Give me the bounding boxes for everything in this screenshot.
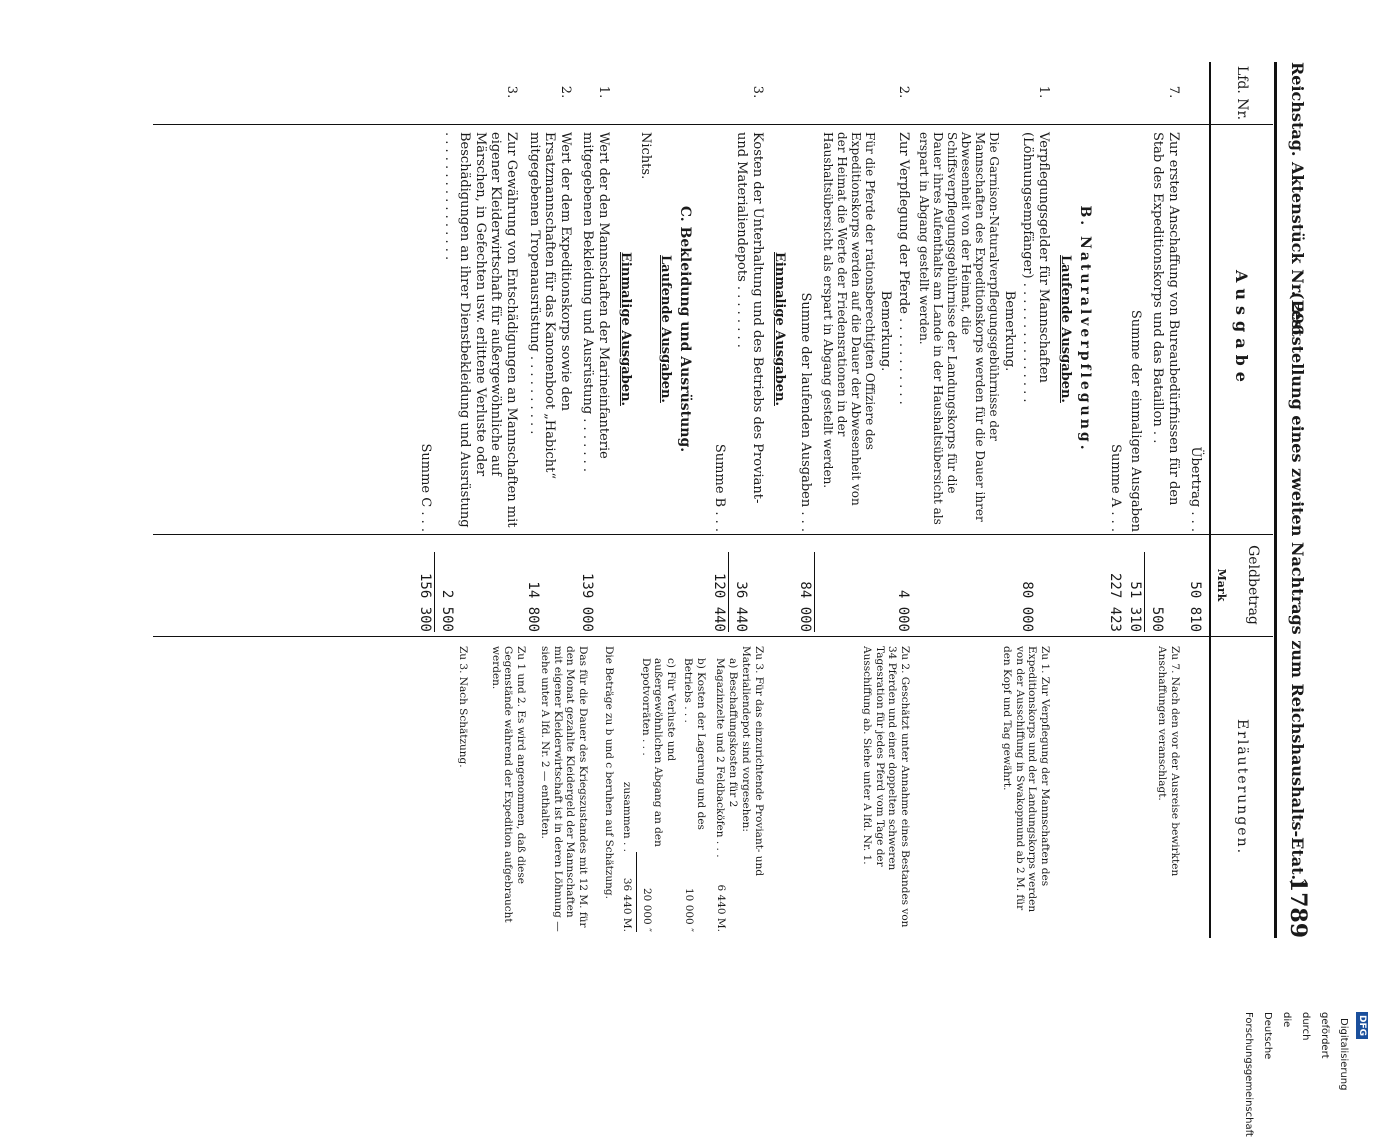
sum-rule [814, 552, 815, 632]
note-c12: Zu 1 und 2. Es wird angenommen, daß diese Gegenstände während der Expedition aufgebraucht werden. [490, 646, 527, 923]
row-amount: 4 000 [895, 589, 911, 632]
sum-b-amount: 120 440 [711, 572, 727, 632]
note-b1: Zu 1. Zur Verpflegung der Mannschaften des Expeditionskorps und der Landungskorps werden von der Ausschiffung in Swakopmund ab 2 M. für den Kopf und Tag gewährt. [1001, 646, 1051, 913]
page-header [1279, 62, 1313, 938]
footer-text: Digitalisierung gefördert durch die Deutsche Forschungsgemeinschaft [1243, 1012, 1349, 1137]
row-amount: 80 000 [1019, 581, 1035, 632]
col-header-geldbetrag: Geldbetrag [1245, 545, 1261, 625]
remark-text: Die Garnison-Naturalverpflegungsgebührnisse der Mannschaften des Expeditionskorps werden für die Dauer ihrer Abwesenheit von der Heimat, die Schiffsverpflegungsgebührnisse der Landungskorps für die Dauer ihres Aufenthalts am Lande in der Haushaltsübersicht als erspart in Abgang gestellt werden. [917, 132, 1001, 525]
sum-rule [1144, 552, 1145, 632]
row-number: 2. [896, 85, 911, 99]
row-amount: 36 440 [733, 581, 749, 632]
note-b3-c: c) Für Verluste und außergewöhnlichen Abgang an den Depotvorräten . . . [640, 658, 677, 847]
note-b3-b-amount: 10 000 ″ [683, 888, 695, 932]
row-text: Kosten der Unterhaltung und des Betriebs des Proviant- und Materialiendepots . . . . . . . . [734, 132, 765, 504]
row-text: Zur Gewährung von Entschädigungen an Mannschaften mit eigener Kleiderwirtschaft für außergewöhnliche auf Märschen, in Gefechten usw. erlittene Verluste oder Beschädigungen an ihrer Dienstbekleidung und Ausrüstung . . . . . . . . . . . . . . . . [442, 132, 519, 528]
document-page [98, 62, 1313, 938]
note-b3-a-amount: 6 440 M. [715, 884, 727, 932]
uebertrag-amount: 50 810 [1187, 581, 1203, 632]
row-text: Wert der dem Expeditionskorps sowie den Ersatzmannschaften für das Kanonenboot „Habicht“ mitgegebenen Tropenausrüstung . . . . . . . . . . [527, 132, 573, 479]
page-number: 1789 [1285, 876, 1311, 938]
section-c-title: C. Bekleidung und Ausrüstung. [677, 205, 693, 453]
budget-table [173, 62, 1273, 938]
col-header-ausgabe: Ausgabe [1232, 270, 1252, 388]
sum-rule [728, 552, 729, 632]
row-number: 2. [558, 85, 573, 99]
section-b-once: Einmalige Ausgaben. [772, 252, 787, 406]
row-amount: 2 500 [439, 589, 455, 632]
note-c-head: Das für die Dauer des Kriegszustandes mit 12 M. für den Monat gezahlte Kleidergeld der Mannschaften mit eigener Kleiderwirtschaft ist in deren Löhnung — siehe unter A lfd. Nr. 2 — enthalten. [539, 646, 589, 932]
remark-text: Für die Pferde der rationsberechtigten Offiziere des Expeditionskorps werden auf die Dauer der Abwesenheit von der Heimat die Werte der Friedensrationen in der Haushaltsübersicht als erspart in Abgang gestellt werden. [821, 132, 877, 506]
col-header-no: Lfd. Nr. [1234, 65, 1250, 121]
dfg-logo: DFG [1356, 1012, 1368, 1039]
row-number: 7. [1166, 85, 1181, 99]
col-divider [153, 124, 1273, 125]
sum-laufend-amount: 84 000 [797, 581, 813, 632]
note-7: Zu 7. Nach den vor der Ausreise bewirkten Anschaffungen veranschlagt. [1156, 646, 1181, 877]
section-b-title: B. Naturalverpflegung. [1077, 205, 1093, 453]
sum-c-label: Summe C . . . [418, 443, 433, 532]
note-b3-sum-amount: 36 440 M. [621, 877, 633, 932]
note-b3-head: Zu 3. Für das einzurichtende Proviant- und Materialiendepot sind vorgesehen: [740, 646, 765, 877]
row-number: 3. [750, 85, 765, 99]
row-amount: 14 800 [525, 581, 541, 632]
header-left: Reichstag. Aktenstück Nr. 296 [1288, 62, 1307, 336]
section-b-subtitle: Laufende Ausgaben. [1058, 255, 1073, 403]
note-b3-sum: zusammen . . [621, 781, 633, 852]
note-c3: Zu 3. Nach Schätzung. [457, 646, 469, 768]
col-divider [153, 636, 1273, 637]
row-text: Zur ersten Anschaffung von Bureaubedürfnissen für den Stab des Expeditionskorps und das Bataillon . . [1150, 132, 1181, 506]
row-amount: 139 000 [579, 572, 595, 632]
header-middle: (Feststellung eines zweiten Nachtrags zum Reichshaushalts-Etat.) [1288, 292, 1307, 888]
col-header-mark: Mark [1215, 568, 1229, 602]
sum-once-label: Summe der einmaligen Ausgaben [1128, 309, 1143, 532]
section-c-once: Einmalige Ausgaben. [618, 252, 633, 406]
sum-b-label: Summe B . . . [712, 443, 727, 532]
remark-title: Bemerkung. [1002, 290, 1017, 372]
sum-a-label: Summe A . . . [1108, 444, 1123, 532]
sum-a-amount: 227 423 [1107, 572, 1123, 632]
remark-title: Bemerkung. [878, 290, 893, 372]
row-number: 3. [504, 85, 519, 99]
sum-laufend-label: Summe der laufenden Ausgaben . . . [798, 292, 813, 532]
footer-credit [375, 1012, 1375, 1137]
row-number: 1. [596, 85, 611, 99]
row-number: 1. [1036, 85, 1051, 99]
uebertrag-label: Übertrag . . . [1188, 446, 1203, 532]
sum-c-amount: 156 300 [417, 572, 433, 632]
note-b3-foot: Die Beträge zu b und c beruhen auf Schätzung. [603, 646, 615, 899]
note-b3-a: a) Beschaffungskosten für 2 Magazinzelte und 2 Feldbacköfen . . . [714, 658, 739, 858]
section-c-nichts: Nichts. [638, 132, 653, 180]
col-header-erlaeuterungen: Erläuterungen. [1234, 718, 1250, 856]
sum-rule [434, 552, 435, 632]
row-text: Zur Verpflegung der Pferde . . . . . . . . . . . [896, 132, 911, 405]
note-b3-c-amount: 20 000 ″ [641, 888, 653, 932]
note-b3-b: b) Kosten der Lagerung und des Betriebs . . . [682, 658, 707, 830]
note-b2: Zu 2. Geschätzt unter Annahme eines Bestandes von 34 Pferden und einer doppelten schweren Tagesration für jedes Pferd vom Tage der Ausschiffung ab. Siehe unter A lfd. Nr. 1. [861, 646, 911, 928]
row-text: Wert der den Mannschaften der Marineinfanterie mitgegebenen Bekleidung und Ausrüstung . . . . . . . [580, 132, 611, 473]
header-rule [1274, 62, 1277, 938]
section-c-subtitle: Laufende Ausgaben. [658, 255, 673, 403]
sum-once-amount: 51 310 [1127, 581, 1143, 632]
note-sum-rule [636, 852, 637, 932]
row-text: Verpflegungsgelder für Mannschaften (Löhnungsempfänger) . . . . . . . . . . . . . . . [1020, 132, 1051, 403]
row-amount: 500 [1149, 606, 1165, 632]
